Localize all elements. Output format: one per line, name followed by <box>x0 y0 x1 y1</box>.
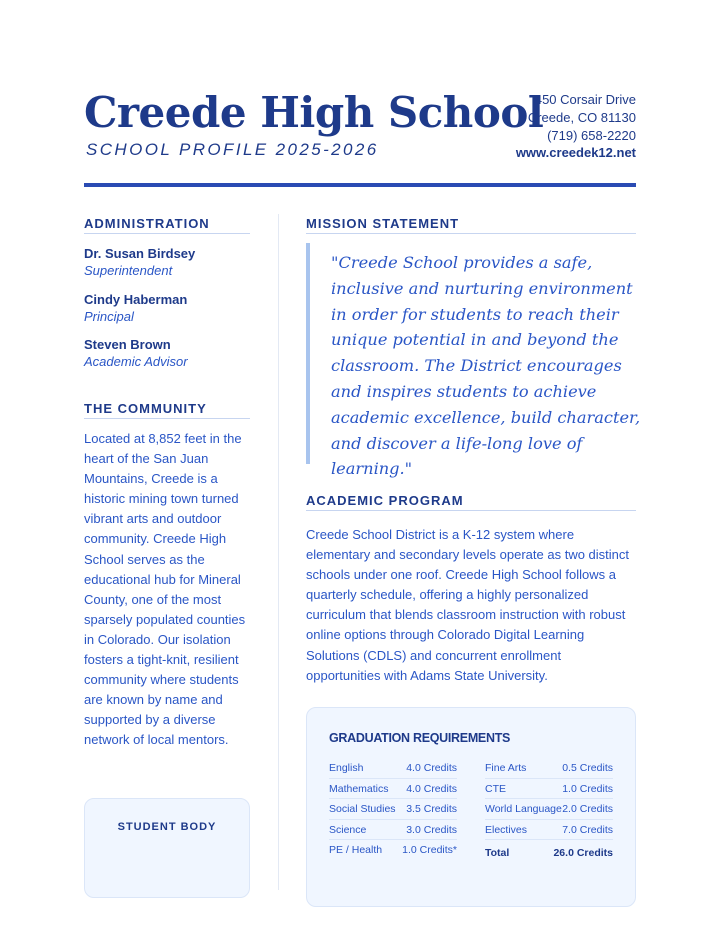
total-credits: 26.0 Credits <box>553 847 613 860</box>
header <box>84 88 636 160</box>
requirement-total-row <box>485 840 613 861</box>
requirement-subject: Fine Arts <box>485 762 527 774</box>
requirement-credits: 3.5 Credits <box>406 803 457 816</box>
graduation-right-column <box>485 758 613 861</box>
admin-role-1: Superintendent <box>84 263 173 278</box>
requirement-credits: 3.0 Credits <box>406 823 457 836</box>
requirement-row <box>485 820 613 841</box>
requirement-credits: 7.0 Credits <box>562 823 613 836</box>
total-label: Total <box>485 847 510 860</box>
website-link[interactable]: www.creedek12.net <box>515 145 636 161</box>
requirement-subject: Electives <box>485 823 528 836</box>
requirement-subject: Mathematics <box>329 782 389 795</box>
mission-quote-bar <box>306 243 310 464</box>
admin-name-3: Steven Brown <box>84 337 171 352</box>
community-heading: THE COMMUNITY <box>84 401 250 419</box>
address-line-2: Creede, CO 81130 <box>527 109 636 125</box>
academic-text: Creede School District is a K-12 system where elementary and secondary levels operate as two distinct schools under one roof. Creede High School follows a quarterly schedule, offering a highly personalized curriculum that blends classroom instruction with robust online options through Colorado Digital Learning Solutions (CDLS) and concurrent enrollment opportunities with Adams State University. <box>306 527 630 683</box>
requirement-subject: PE / Health <box>329 844 383 857</box>
profile-subtitle: SCHOOL PROFILE 2025-2026 <box>86 140 379 159</box>
graduation-heading: GRADUATION REQUIREMENTS <box>329 731 511 745</box>
requirement-row <box>329 840 457 861</box>
requirement-row <box>329 820 457 841</box>
graduation-card <box>306 707 636 907</box>
requirement-credits: 1.0 Credits* <box>402 844 457 857</box>
student-body-heading: STUDENT BODY <box>117 821 217 833</box>
requirement-credits: 1.0 Credits <box>562 782 613 795</box>
admin-name-2: Cindy Haberman <box>84 292 188 307</box>
address-line-1: 450 Corsair Drive <box>534 92 636 107</box>
admin-name-1: Dr. Susan Birdsey <box>84 246 196 261</box>
phone-number: (719) 658-2220 <box>547 127 636 143</box>
requirement-subject: English <box>329 762 364 774</box>
administration-heading: ADMINISTRATION <box>84 216 250 234</box>
admin-role-2: Principal <box>84 309 134 324</box>
requirement-row <box>329 758 457 779</box>
admin-role-3: Academic Advisor <box>84 354 188 369</box>
requirement-credits: 0.5 Credits <box>562 762 613 774</box>
requirement-credits: 2.0 Credits <box>562 803 613 816</box>
student-body-card <box>84 798 250 898</box>
header-rule <box>84 183 636 187</box>
school-name: Creede High School <box>84 88 544 137</box>
requirement-credits: 4.0 Credits <box>406 782 457 795</box>
requirement-subject: CTE <box>485 782 506 795</box>
contact-block <box>516 91 636 162</box>
requirement-row <box>329 779 457 800</box>
graduation-left-column <box>329 758 457 861</box>
requirement-row <box>485 758 613 779</box>
requirement-row <box>485 779 613 800</box>
mission-quote: "Creede School provides a safe, inclusive and nurturing environment in order for students to reach their unique potential in and beyond the classroom. The District encourages and inspires students to achieve academic excellence, build character, and discover a life-long love of learning." <box>331 253 641 479</box>
requirement-subject: World Language <box>485 803 562 816</box>
requirement-subject: Social Studies <box>329 803 396 816</box>
community-text: Located at 8,852 feet in the heart of the San Juan Mountains, Creede is a historic mining town turned vibrant arts and outdoor community. Creede High School serves as the educational hub for Mineral County, one of the most sparsely populated counties in Colorado. Our isolation fosters a tight-knit, resilient community where students are known by name and supported by a diverse network of local mentors. <box>84 431 246 748</box>
column-divider <box>278 214 279 890</box>
requirement-row <box>329 799 457 820</box>
requirement-subject: Science <box>329 823 367 836</box>
requirement-credits: 4.0 Credits <box>406 762 457 774</box>
requirement-row <box>485 799 613 820</box>
mission-heading: MISSION STATEMENT <box>306 216 636 234</box>
academic-heading: ACADEMIC PROGRAM <box>306 493 636 511</box>
